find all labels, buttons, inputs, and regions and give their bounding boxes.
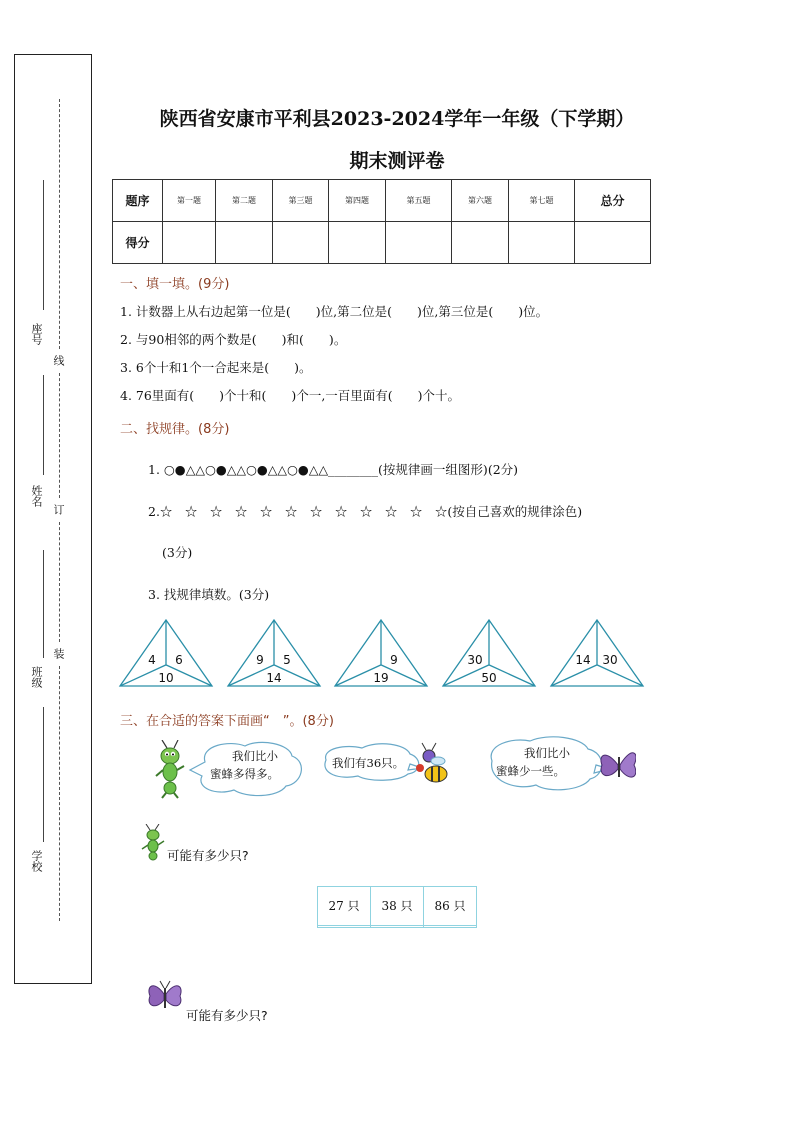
pattern-triangle: [551, 620, 643, 686]
name-blank: [43, 375, 44, 475]
speech-bubble: [190, 742, 301, 795]
triangle-left-number: 4: [148, 653, 156, 667]
binding-strip: [14, 54, 92, 984]
class-label: 班级: [30, 666, 43, 688]
score-input-cell[interactable]: [329, 222, 386, 264]
butterfly-icon: [146, 978, 184, 1014]
table-cell: 第七题: [509, 180, 575, 222]
pattern-triangle: [443, 620, 535, 686]
seat-number-label: 座号: [30, 323, 43, 345]
cut-line-label-zhuang: 装: [52, 648, 65, 659]
answer-option: 38 只: [371, 887, 424, 926]
table-cell: 第一题: [163, 180, 216, 222]
bee-bubble-group: [318, 742, 463, 792]
table-cell: 第四题: [329, 180, 386, 222]
bubble-1-line-2: 蜜蜂多得多。: [210, 767, 279, 781]
triangle-right-number: 5: [283, 653, 291, 667]
answer-mark-row: [318, 925, 477, 927]
score-input-cell[interactable]: [386, 222, 452, 264]
triangle-right-number: 30: [602, 653, 618, 667]
cut-line-label-xian: 线: [52, 355, 65, 366]
answer-mark-cell[interactable]: [371, 925, 424, 927]
score-table: [112, 179, 651, 264]
score-table-header-row: [113, 180, 651, 222]
score-input-cell[interactable]: [216, 222, 273, 264]
exam-subtitle: 期末测评卷: [349, 150, 445, 172]
bubble-3-line-2: 蜜蜂少一些。: [496, 764, 565, 778]
answer-option: 86 只: [424, 887, 477, 926]
class-blank: [43, 550, 44, 658]
speech-bubble: [491, 737, 610, 790]
ant-bubble-group: [150, 740, 310, 800]
section-3-heading: 三、在合适的答案下面画“ ”。(8分): [120, 714, 334, 729]
cut-line: [59, 666, 60, 921]
question-2-3: 3. 找规律填数。(3分): [148, 587, 270, 602]
question-2-2-points: (3分): [162, 545, 193, 560]
table-cell: 第二题: [216, 180, 273, 222]
answer-option: 27 只: [318, 887, 371, 926]
score-input-cell[interactable]: [509, 222, 575, 264]
question-1-3: 3. 6个十和1个一合起来是( )。: [120, 360, 312, 375]
triangle-bottom-number: 50: [481, 671, 497, 685]
pattern-triangles: [112, 615, 652, 695]
ant-icon: [156, 740, 184, 798]
score-input-cell[interactable]: [273, 222, 329, 264]
ant-icon: [140, 824, 166, 864]
pattern-triangle: [120, 620, 212, 686]
name-label: 姓名: [30, 485, 43, 507]
answer-table: [317, 886, 477, 928]
bubble-1-line-1: 我们比小: [232, 749, 278, 763]
score-table-score-row: [113, 222, 651, 264]
butterfly-icon: [601, 753, 636, 777]
ant-question: 可能有多少只?: [167, 848, 249, 863]
school-label: 学校: [30, 850, 43, 872]
question-1-1: 1. 计数器上从右边起第一位是( )位,第二位是( )位,第三位是( )位。: [120, 304, 549, 319]
table-cell: 得分: [113, 222, 163, 264]
answer-mark-cell[interactable]: [424, 925, 477, 927]
triangle-left-number: 9: [256, 653, 264, 667]
section-2-heading: 二、找规律。(8分): [120, 422, 230, 437]
pattern-triangle: [228, 620, 320, 686]
triangle-left-number: 30: [467, 653, 483, 667]
seat-number-blank: [43, 180, 44, 310]
score-input-cell[interactable]: [575, 222, 651, 264]
triangle-bottom-number: 19: [373, 671, 389, 685]
table-cell: 第三题: [273, 180, 329, 222]
triangle-right-number: 9: [390, 653, 398, 667]
exam-title: 陕西省安康市平利县2023-2024学年一年级（下学期）: [159, 108, 635, 130]
bee-icon: [416, 743, 447, 782]
table-cell: 题序: [113, 180, 163, 222]
bubble-3-line-1: 我们比小: [524, 746, 570, 760]
triangle-bottom-number: 14: [266, 671, 282, 685]
score-input-cell[interactable]: [163, 222, 216, 264]
cut-line: [59, 99, 60, 349]
school-blank: [43, 707, 44, 842]
butterfly-question: 可能有多少只?: [186, 1008, 268, 1023]
speech-bubble: [325, 744, 422, 781]
question-2-2: 2.☆ ☆ ☆ ☆ ☆ ☆ ☆ ☆ ☆ ☆ ☆ ☆(按自己喜欢的规律涂色): [148, 504, 583, 519]
table-cell: 第六题: [452, 180, 509, 222]
cut-line-label-ding: 订: [52, 504, 65, 515]
answer-header-row: [318, 887, 477, 926]
section-1-heading: 一、填一填。(9分): [120, 277, 230, 292]
butterfly-bubble-group: [486, 735, 636, 793]
pattern-triangle: [335, 620, 427, 686]
question-1-4: 4. 76里面有( )个十和( )个一,一百里面有( )个十。: [120, 388, 461, 403]
cut-line: [59, 522, 60, 642]
triangle-right-number: 6: [175, 653, 183, 667]
table-cell: 第五题: [386, 180, 452, 222]
question-2-1: 1. ○●△△○●△△○●△△○●△△________(按规律画一组图形)(2分): [148, 462, 519, 477]
cut-line: [59, 373, 60, 498]
answer-mark-cell[interactable]: [318, 925, 371, 927]
triangle-bottom-number: 10: [158, 671, 174, 685]
table-cell: 总分: [575, 180, 651, 222]
question-1-2: 2. 与90相邻的两个数是( )和( )。: [120, 332, 347, 347]
triangle-left-number: 14: [575, 653, 591, 667]
bubble-2-text: 我们有36只。: [332, 756, 405, 770]
score-input-cell[interactable]: [452, 222, 509, 264]
